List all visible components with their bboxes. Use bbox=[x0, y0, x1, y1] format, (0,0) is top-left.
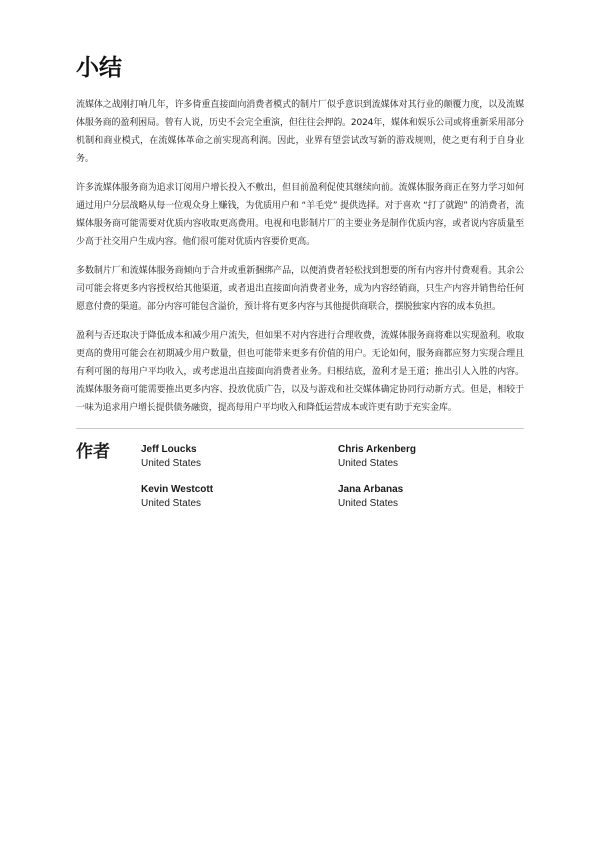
author-location: United States bbox=[141, 498, 202, 509]
author-location: United States bbox=[141, 458, 202, 469]
author-name: Kevin Westcott bbox=[141, 484, 214, 495]
author-card bbox=[141, 443, 321, 471]
summary-paragraph-3: 多数制片厂和流媒体服务商倾向于合并或重新捆绑产品，以便消费者轻松找到想要的所有内容并付费观看。其余公司可能会将更多内容授权给其他渠道，或者退出直接面向消费者业务，成为内容经销商，只生产内容并销售给任何愿意付费的渠道。部分内容可能包含溢价，预计将有更多内容与其他提供商联合，摆脱独家内容的成本负担。 bbox=[76, 266, 524, 312]
author-card bbox=[338, 443, 518, 471]
author-card bbox=[338, 483, 518, 511]
author-name: Jana Arbanas bbox=[338, 484, 404, 495]
author-name: Jeff Loucks bbox=[141, 444, 197, 455]
author-card bbox=[141, 483, 321, 511]
summary-paragraph-4: 盈利与否还取决于降低成本和减少用户流失，但如果不对内容进行合理收费，流媒体服务商将难以实现盈利。收取更高的费用可能会在初期减少用户数量，但也可能带来更多有价值的用户。无论如何，服务商都应努力实现合理且有利可图的每用户平均收入，或考虑退出直接面向消费者业务。归根结底，盈利才是王道；推出引人入胜的内容。流媒体服务商可能需要推出更多内容、投放优质广告，以及与游戏和社交媒体确定协同行动新方式。但是，相较于一味为追求用户增长提供债务融资，提高每用户平均收入和降低运营成本或许更有助于充实金库。 bbox=[76, 331, 524, 413]
author-name: Chris Arkenberg bbox=[338, 444, 416, 455]
author-location: United States bbox=[338, 498, 399, 509]
summary-paragraph-2: 许多流媒体服务商为追求订阅用户增长投入不敷出，但目前盈利促使其继续向前。流媒体服务商正在努力学习如何通过用户分层战略从每一位观众身上赚钱，为优质用户和 “羊毛党” 提供选择。对于喜欢 “打了就跑” 的消费者，流媒体服务商可能需要对优质内容收取更高费用。电视和电影制片厂的主要业务是制作优质内容，或者说内容质量至少高于社交用户生成内容。他们很可能对优质内容要价更高。 bbox=[76, 183, 524, 247]
summary-paragraph-1: 流媒体之战刚打响几年，许多倚重直接面向消费者模式的制片厂似乎意识到流媒体对其行业的颠覆力度，以及流媒体服务商的盈利困局。曾有人说，历史不会完全重演，但往往会押韵。2024年，媒体和娱乐公司或将重新采用部分机制和商业模式，在流媒体革命之前实现高利润。因此，业界有望尝试改写新的游戏规则，使之更有利于自身业务。 bbox=[76, 100, 524, 164]
section-divider bbox=[76, 428, 524, 429]
page-content bbox=[76, 52, 524, 529]
authors-section bbox=[76, 439, 524, 529]
author-location: United States bbox=[338, 458, 399, 469]
authors-heading: 作者 bbox=[76, 442, 110, 462]
page-title: 小结 bbox=[76, 55, 122, 81]
